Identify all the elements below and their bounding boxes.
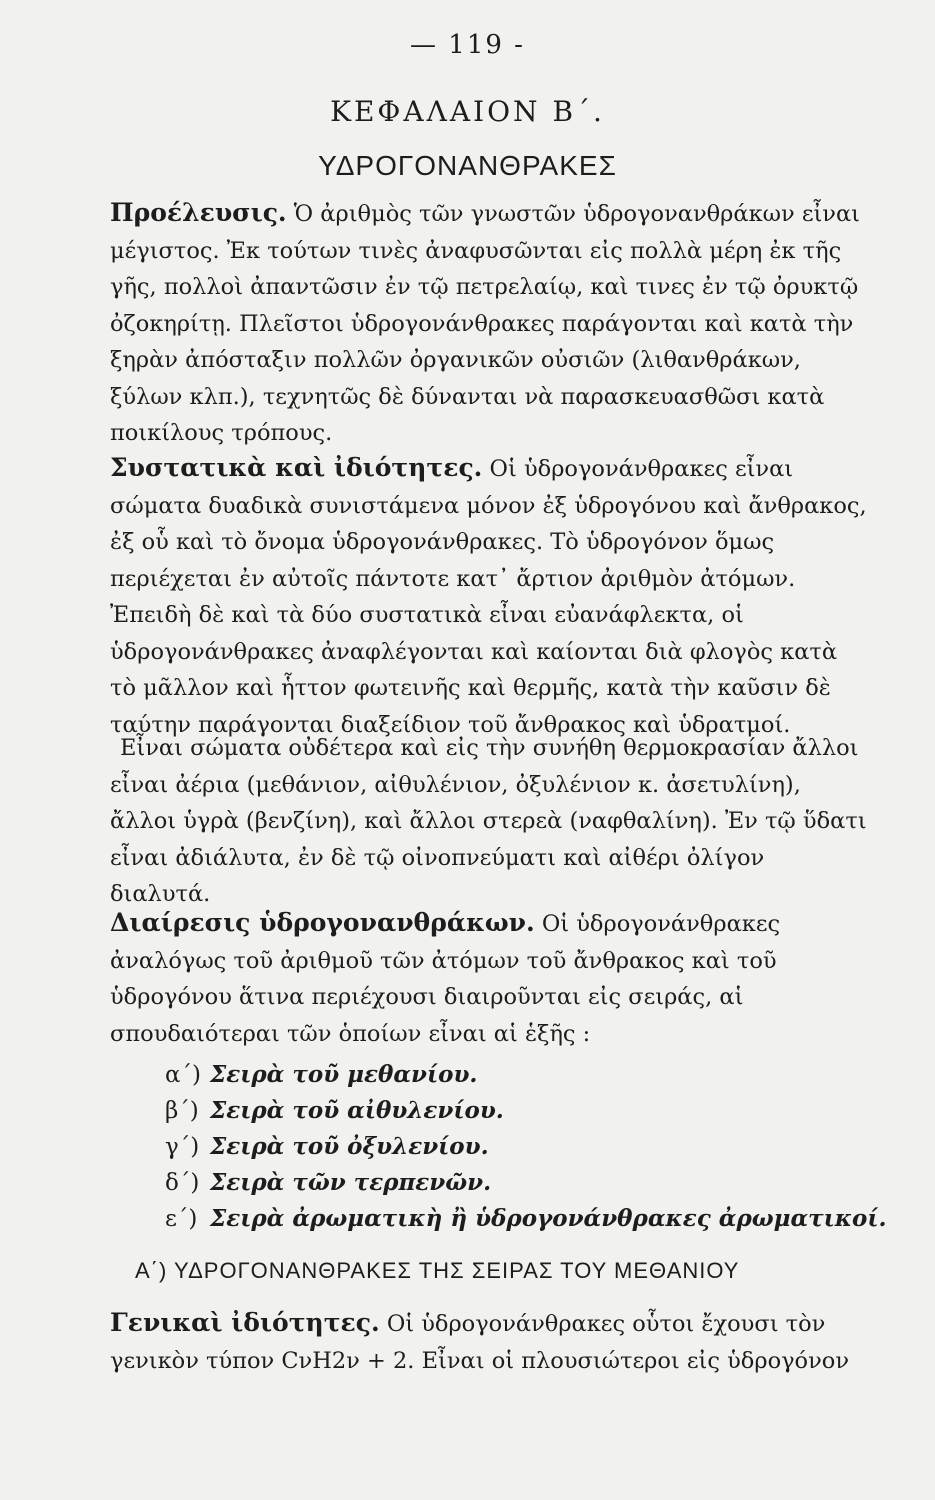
section-heading: Α΄) ΥΔΡΟΓΟΝΑΝΘΡΑΚΕΣ ΤΗΣ ΣΕΙΡΑΣ ΤΟΥ ΜΕΘΑΝΙΟΥ: [135, 1258, 740, 1283]
list-item: δ΄) Σειρὰ τῶν τερπενῶν.: [165, 1169, 492, 1196]
list-item: β΄) Σειρὰ τοῦ αἰθυλενίου.: [165, 1097, 504, 1124]
list-item: γ΄) Σειρὰ τοῦ ὀξυλενίου.: [165, 1133, 489, 1160]
paragraph-general: [110, 1305, 870, 1379]
paragraph-text: Οἱ ὑδρογονάνθρακες ἀναλόγως τοῦ ἀριθμοῦ τῶν ἀτόμων τοῦ ἄνθρακος καὶ τοῦ ὑδρογόνου ἅτινα περιέχουσι διαιροῦνται εἰς σειράς, αἱ σπουδαιότεραι τῶν ὁποίων εἶναι αἱ ἑξῆς :: [110, 911, 781, 1047]
paragraph-lead: Συστατικὰ καὶ ἰδιότητες.: [110, 453, 483, 482]
paragraph-states: [110, 730, 870, 913]
chapter-title: ΥΔΡΟΓΟΝΑΝΘΡΑΚΕΣ: [318, 150, 617, 181]
paragraph-lead: Προέλευσις.: [110, 198, 287, 227]
paragraph-properties: [110, 450, 870, 743]
paragraph-text: Οἱ ὑδρογονάνθρακες οὗτοι ἔχουσι τὸν γενικὸν τύπον CνH2ν + 2. Εἶναι οἱ πλουσιώτεροι εἰς ὑδρογόνον: [110, 1311, 850, 1374]
list-item: α΄) Σειρὰ τοῦ μεθανίου.: [165, 1061, 478, 1088]
page-number: — 119 -: [410, 30, 525, 60]
paragraph-division: [110, 905, 870, 1052]
paragraph-text: Ὁ ἀριθμὸς τῶν γνωστῶν ὑδρογονανθράκων εἶναι μέγιστος. Ἐκ τούτων τινὲς ἀναφυσῶνται εἰς πολλὰ μέρη ἐκ τῆς γῆς, πολλοὶ ἀπαντῶσιν ἐν τῷ πετρελαίῳ, καὶ τινες ἐν τῷ ὀρυκτῷ ὀζοκηρίτῃ. Πλεῖστοι ὑδρογονάνθρακες παράγονται καὶ κατὰ τὴν ξηρὰν ἀπόσταξιν πολλῶν ὀργανικῶν οὐσιῶν (λιθανθράκων, ξύλων κλπ.), τεχνητῶς δὲ δύνανται νὰ παρασκευασθῶσι κατὰ ποικίλους τρόπους.: [110, 201, 860, 446]
list-item: ε΄) Σειρὰ ἀρωματικὴ ἢ ὑδρογονάνθρακες ἀρωματικοί.: [165, 1205, 887, 1232]
paragraph-text: Οἱ ὑδρογονάνθρακες εἶναι σώματα δυαδικὰ συνιστάμενα μόνον ἐξ ὑδρογόνου καὶ ἄνθρακος, ἐξ οὗ καὶ τὸ ὄνομα ὑδρογονάνθρακες. Τὸ ὑδρογόνον ὅμως περιέχεται ἐν αὐτοῖς πάντοτε κατ᾽ ἄρτιον ἀριθμὸν ἀτόμων. Ἐπειδὴ δὲ καὶ τὰ δύο συστατικὰ εἶναι εὐανάφλεκτα, οἱ ὑδρογονάνθρακες ἀναφλέγονται καὶ καίονται διὰ φλογὸς κατὰ τὸ μᾶλλον καὶ ἧττον φωτεινῆς καὶ θερμῆς, κατὰ τὴν καῦσιν δὲ ταύτην παράγονται διαξείδιον τοῦ ἄνθρακος καὶ ὑδρατμοί.: [110, 456, 867, 738]
paragraph-lead: Γενικαὶ ἰδιότητες.: [110, 1308, 380, 1337]
paragraph-text: Εἶναι σώματα οὐδέτερα καὶ εἰς τὴν συνήθη θερμοκρασίαν ἄλλοι εἶναι ἀέρια (μεθάνιον, αἰθυλένιον, ὀξυλένιον κ. ἀσετυλίνη), ἄλλοι ὑγρὰ (βενζίνη), καὶ ἄλλοι στερεὰ (ναφθαλίνη). Ἐν τῷ ὕδατι εἶναι ἀδιάλυτα, ἐν δὲ τῷ οἰνοπνεύματι καὶ αἰθέρι ὀλίγον διαλυτά.: [110, 735, 867, 907]
chapter-heading: ΚΕΦΑΛΑΙΟΝ Β΄.: [330, 95, 605, 128]
series-list: [165, 1057, 887, 1237]
paragraph-lead: Διαίρεσις ὑδρογονανθράκων.: [110, 908, 535, 937]
paragraph-origin: [110, 195, 870, 452]
